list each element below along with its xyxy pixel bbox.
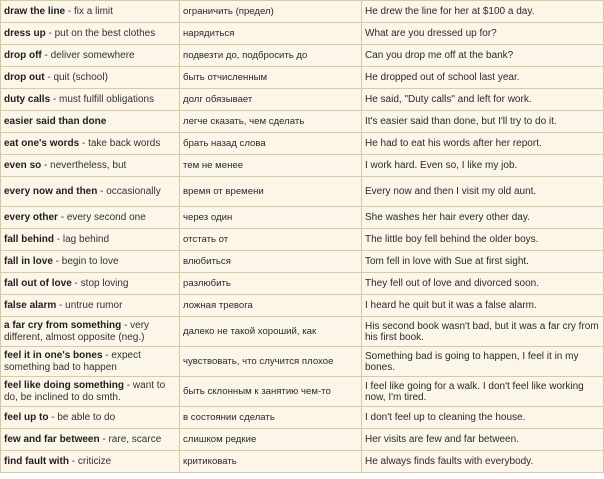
example-cell: He had to eat his words after her report. <box>362 133 604 155</box>
table-row <box>1 207 604 229</box>
example-cell: Something bad is going to happen, I feel it in my bones. <box>362 347 604 377</box>
example-cell: She washes her hair every other day. <box>362 207 604 229</box>
idiom-cell <box>1 67 180 89</box>
separator: - <box>48 412 58 423</box>
idiom-cell <box>1 229 180 251</box>
idiom-cell <box>1 155 180 177</box>
idiom-meaning: quit (school) <box>53 72 108 83</box>
translation-cell: время от времени <box>180 177 362 207</box>
translation-cell: слишком редкие <box>180 429 362 451</box>
idiom-phrase: even so <box>4 160 42 171</box>
example-cell: Her visits are few and far between. <box>362 429 604 451</box>
idiom-meaning: must fulfill obligations <box>59 94 155 105</box>
table-row <box>1 133 604 155</box>
idiom-phrase: fall in love <box>4 256 53 267</box>
translation-cell: разлюбить <box>180 273 362 295</box>
idiom-cell <box>1 89 180 111</box>
idiom-phrase: easier said than done <box>4 116 107 127</box>
table-row <box>1 273 604 295</box>
translation-cell: быть отчисленным <box>180 67 362 89</box>
idiom-phrase: fall behind <box>4 234 54 245</box>
separator: - <box>99 434 109 445</box>
idiom-cell <box>1 317 180 347</box>
translation-cell: критиковать <box>180 451 362 473</box>
idiom-meaning: rare, scarce <box>108 434 162 445</box>
idiom-meaning: fix a limit <box>74 6 113 17</box>
table-row <box>1 45 604 67</box>
table-row <box>1 347 604 377</box>
table-row <box>1 111 604 133</box>
separator: - <box>97 185 107 197</box>
table-row <box>1 317 604 347</box>
idiom-meaning: lag behind <box>62 234 110 245</box>
idiom-phrase: drop off <box>4 50 42 61</box>
idiom-phrase: find fault with <box>4 456 69 467</box>
translation-cell: нарядиться <box>180 23 362 45</box>
idiom-meaning: be able to do <box>57 412 116 423</box>
idiom-meaning: nevertheless, but <box>50 160 127 171</box>
separator: - <box>65 6 75 17</box>
idiom-phrase: feel it in one's bones <box>4 349 103 361</box>
example-cell: I feel like going for a walk. I don't feel like working now, I'm tired. <box>362 377 604 407</box>
translation-cell: чувствовать, что случится плохое <box>180 347 362 377</box>
idiom-phrase: feel like doing something <box>4 379 125 391</box>
example-cell: Tom fell in love with Sue at first sight. <box>362 251 604 273</box>
idiom-meaning: deliver somewhere <box>50 50 135 61</box>
translation-cell: подвезти до, подбросить до <box>180 45 362 67</box>
separator: - <box>79 138 89 149</box>
idiom-phrase: every now and then <box>4 185 98 197</box>
separator: - <box>121 319 131 331</box>
translation-cell: далеко не такой хороший, как <box>180 317 362 347</box>
idiom-cell <box>1 377 180 407</box>
idiom-phrase: draw the line <box>4 6 66 17</box>
translation-cell: ограничить (предел) <box>180 1 362 23</box>
translation-cell: в состоянии сделать <box>180 407 362 429</box>
separator: - <box>52 256 62 267</box>
translation-cell: влюбиться <box>180 251 362 273</box>
example-cell: I work hard. Even so, I like my job. <box>362 155 604 177</box>
example-cell: It's easier said than done, but I'll try to do it. <box>362 111 604 133</box>
separator: - <box>54 234 63 245</box>
table-row <box>1 407 604 429</box>
idioms-table-body <box>1 1 604 473</box>
separator: - <box>124 379 133 391</box>
example-cell: They fell out of love and divorced soon. <box>362 273 604 295</box>
example-cell: The little boy fell behind the older boys. <box>362 229 604 251</box>
separator: - <box>50 94 60 105</box>
idiom-meaning: criticize <box>77 456 112 467</box>
idiom-cell <box>1 23 180 45</box>
idiom-cell <box>1 347 180 377</box>
separator: - <box>102 349 112 361</box>
table-row <box>1 451 604 473</box>
idiom-meaning: occasionally <box>106 185 161 197</box>
translation-cell: быть склонным к занятию чем-то <box>180 377 362 407</box>
table-row <box>1 229 604 251</box>
example-cell: He dropped out of school last year. <box>362 67 604 89</box>
example-cell: He drew the line for her at $100 a day. <box>362 1 604 23</box>
translation-cell: легче сказать, чем сделать <box>180 111 362 133</box>
example-cell: I don't feel up to cleaning the house. <box>362 407 604 429</box>
idiom-meaning: want to do, be inclined to do smth. <box>4 379 166 403</box>
idiom-cell <box>1 429 180 451</box>
example-cell: He said, "Duty calls" and left for work. <box>362 89 604 111</box>
idiom-meaning: very different, almost opposite (neg.) <box>4 319 150 343</box>
idiom-phrase: duty calls <box>4 94 51 105</box>
translation-cell: ложная тревога <box>180 295 362 317</box>
idiom-meaning: untrue rumor <box>65 300 123 311</box>
idiom-phrase: a far cry from something <box>4 319 122 331</box>
separator: - <box>57 212 67 223</box>
idiom-cell <box>1 207 180 229</box>
table-row <box>1 89 604 111</box>
table-row <box>1 251 604 273</box>
idiom-phrase: feel up to <box>4 412 49 423</box>
idiom-cell <box>1 133 180 155</box>
idiom-phrase: drop out <box>4 72 45 83</box>
idiom-cell <box>1 45 180 67</box>
table-row <box>1 295 604 317</box>
translation-cell: тем не менее <box>180 155 362 177</box>
table-row <box>1 377 604 407</box>
separator: - <box>41 50 51 61</box>
separator: - <box>56 300 66 311</box>
table-row <box>1 155 604 177</box>
translation-cell: через один <box>180 207 362 229</box>
example-cell: His second book wasn't bad, but it was a far cry from his first book. <box>362 317 604 347</box>
idiom-phrase: every other <box>4 212 58 223</box>
example-cell: I heard he quit but it was a false alarm. <box>362 295 604 317</box>
example-cell: He always finds faults with everybody. <box>362 451 604 473</box>
example-cell: Can you drop me off at the bank? <box>362 45 604 67</box>
idiom-cell <box>1 407 180 429</box>
idiom-phrase: false alarm <box>4 300 57 311</box>
idiom-meaning: every second one <box>66 212 146 223</box>
idiom-meaning: begin to love <box>61 256 119 267</box>
idiom-cell <box>1 251 180 273</box>
idiom-cell <box>1 177 180 207</box>
idiom-cell <box>1 295 180 317</box>
idiom-phrase: few and far between <box>4 434 100 445</box>
translation-cell: долг обязывает <box>180 89 362 111</box>
idiom-phrase: fall out of love <box>4 278 72 289</box>
idiom-meaning: expect something bad to happen <box>4 349 141 373</box>
idiom-cell <box>1 273 180 295</box>
idiom-phrase: dress up <box>4 28 46 39</box>
idiom-cell <box>1 451 180 473</box>
table-row <box>1 23 604 45</box>
separator: - <box>71 278 81 289</box>
table-row <box>1 67 604 89</box>
separator: - <box>44 72 54 83</box>
translation-cell: отстать от <box>180 229 362 251</box>
separator: - <box>45 28 55 39</box>
example-cell: What are you dressed up for? <box>362 23 604 45</box>
separator: - <box>41 160 51 171</box>
example-cell: Every now and then I visit my old aunt. <box>362 177 604 207</box>
separator: - <box>69 456 78 467</box>
table-row <box>1 177 604 207</box>
idiom-cell <box>1 111 180 133</box>
idiom-cell <box>1 1 180 23</box>
idiom-meaning: put on the best clothes <box>54 28 156 39</box>
idiom-meaning: take back words <box>88 138 161 149</box>
idiom-meaning: stop loving <box>80 278 129 289</box>
table-row <box>1 1 604 23</box>
idiom-phrase: eat one's words <box>4 138 80 149</box>
translation-cell: брать назад слова <box>180 133 362 155</box>
table-row <box>1 429 604 451</box>
